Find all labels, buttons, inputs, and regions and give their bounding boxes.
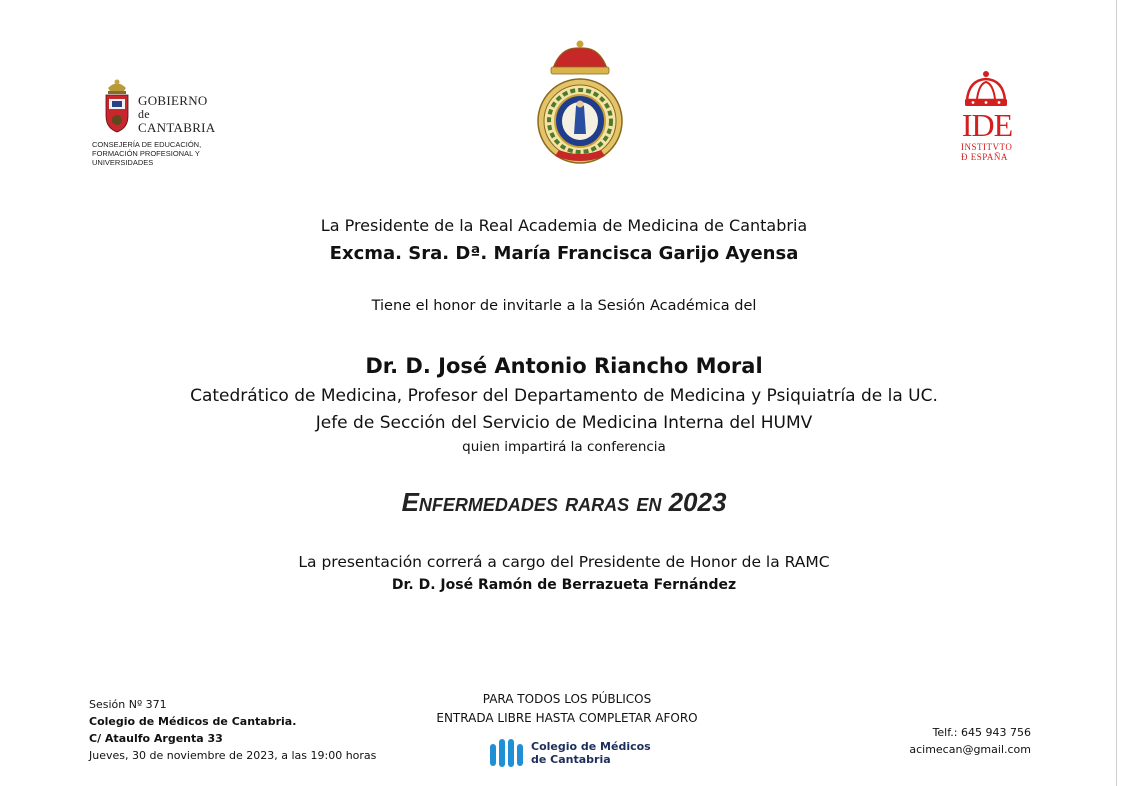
contact-email: acimecan@gmail.com — [909, 743, 1031, 756]
cantabria-coat-of-arms-icon — [100, 78, 134, 134]
ide-instituto-label: INSTITVTO — [961, 142, 1013, 152]
presenter-name: Dr. D. José Ramón de Berrazueta Fernández — [391, 577, 737, 593]
speaker-role-section-head: Jefe de Sección del Servicio de Medicina Interna del HUMV — [315, 413, 813, 433]
speaker-name: Dr. D. José Antonio Riancho Moral — [365, 354, 763, 378]
speaker-role-professor: Catedrático de Medicina, Profesor del Departamento de Medicina y Psiquiatría de la UC. — [190, 386, 938, 406]
contact-phone: Telf.: 645 943 756 — [932, 726, 1031, 739]
entry-note: ENTRADA LIBRE HASTA COMPLETAR AFORO — [436, 711, 698, 725]
audience-note: PARA TODOS LOS PÚBLICOS — [482, 692, 652, 706]
ide-monogram: IDE — [961, 107, 1013, 143]
gobierno-cantabria-logo — [92, 78, 232, 174]
contact-details — [909, 724, 1031, 758]
honor-line: Tiene el honor de invitarle a la Sesión Académica del — [371, 298, 757, 314]
colegio-medicos-logo — [490, 736, 660, 770]
instituto-espana-logo — [955, 70, 1017, 162]
colegio-name-line2: de Cantabria — [531, 753, 611, 766]
royal-crown-icon — [961, 70, 1011, 108]
presidente-line: La Presidente de la Real Academia de Medicina de Cantabria — [320, 216, 808, 235]
presidente-name: Excma. Sra. Dª. María Francisca Garijo Ayensa — [329, 243, 799, 264]
academy-seal-icon — [531, 38, 629, 168]
gobierno-de: de — [138, 107, 150, 121]
conference-title: Enfermedades raras en 2023 — [401, 487, 727, 517]
gobierno-cantabria: CANTABRIA — [138, 120, 216, 135]
colegio-name-line1: Colegio de Médicos — [531, 740, 651, 753]
colegio-bars-icon — [490, 738, 524, 768]
session-details — [89, 696, 376, 764]
ide-espana-label: Ð ESPAÑA — [961, 152, 1008, 162]
gobierno-title: GOBIERNO — [138, 93, 208, 108]
session-datetime: Jueves, 30 de noviembre de 2023, a las 19:00 horas — [89, 749, 377, 762]
gobierno-subtitle: CONSEJERÍA DE EDUCACIÓN, FORMACIÓN PROFESIONAL Y UNIVERSIDADES — [92, 140, 202, 167]
presentation-line: La presentación correrá a cargo del Presidente de Honor de la RAMC — [298, 553, 830, 571]
session-number: Sesión Nº 371 — [89, 698, 167, 711]
conference-intro: quien impartirá la conferencia — [462, 439, 666, 455]
venue-address: C/ Ataulfo Argenta 33 — [89, 732, 223, 745]
venue-name: Colegio de Médicos de Cantabria. — [89, 715, 297, 728]
